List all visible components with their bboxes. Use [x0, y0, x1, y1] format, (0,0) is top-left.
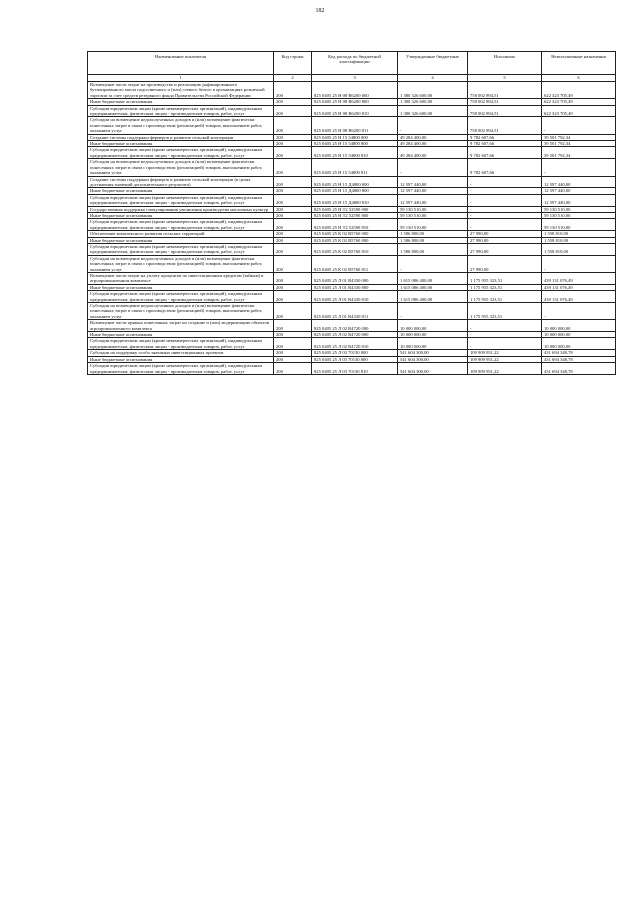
row-expense-code: 825 0405 25 Л 03 70130 000: [312, 350, 398, 356]
table-row: [88, 320, 616, 332]
row-executed: 758 002 894,51: [468, 117, 542, 134]
table-row: [88, 338, 616, 350]
table-header-row: [88, 52, 616, 75]
table-body: [88, 82, 616, 375]
row-name: Иные бюджетные ассигнования: [88, 332, 274, 338]
row-name: Субсидии юридическим лицам (кроме некоммерческих организаций), индивидуальным предпринимателям, физическим лицам - производителям товаров, работ, услуг: [88, 363, 274, 375]
row-approved: -: [398, 303, 468, 320]
row-executed: 1 175 955 323,51: [468, 273, 542, 285]
column-number: 1: [88, 75, 274, 82]
table-row: [88, 105, 616, 117]
row-executed: 1 175 955 323,51: [468, 303, 542, 320]
row-approved: 1 615 086 400,00: [398, 291, 468, 303]
row-line-code: 200: [274, 105, 312, 117]
row-name: Иные бюджетные ассигнования: [88, 356, 274, 362]
row-line-code: 200: [274, 284, 312, 290]
table-row: [88, 82, 616, 99]
row-line-code: 200: [274, 303, 312, 320]
row-executed: 27 990,00: [468, 231, 542, 237]
table-row: [88, 363, 616, 375]
row-executed: -: [468, 320, 542, 332]
row-remaining: 59 130 510,00: [542, 206, 616, 212]
row-executed: -: [468, 212, 542, 218]
row-expense-code: 825 0405 25 Л 01 R4330 811: [312, 303, 398, 320]
row-line-code: 200: [274, 332, 312, 338]
row-remaining: 1 558 810,00: [542, 231, 616, 237]
row-approved: 541 604 300,00: [398, 350, 468, 356]
column-number: 2: [274, 75, 312, 82]
row-expense-code: 825 0405 25 Н 15 54800 810: [312, 147, 398, 159]
column-number: 3: [312, 75, 398, 82]
row-line-code: 200: [274, 291, 312, 303]
row-remaining: 431 694 348,78: [542, 356, 616, 362]
row-approved: 541 604 300,00: [398, 363, 468, 375]
row-remaining: 59 130 510,00: [542, 219, 616, 231]
row-remaining: -: [542, 159, 616, 176]
row-approved: 12 597 440,00: [398, 188, 468, 194]
row-name: Создание системы поддержки фермеров и развитие сельской кооперации: [88, 134, 274, 140]
row-executed: 9 782 607,66: [468, 147, 542, 159]
row-approved: 1 615 086 400,00: [398, 284, 468, 290]
row-executed: -: [468, 188, 542, 194]
row-executed: 1 175 955 323,51: [468, 291, 542, 303]
row-expense-code: 825 0405 25 Н 15 54800 800: [312, 141, 398, 147]
row-remaining: 10 000 000,00: [542, 332, 616, 338]
row-expense-code: 825 0405 25 К 02 R5760 800: [312, 237, 398, 243]
header-executed: Исполнено: [468, 52, 542, 75]
row-remaining: 439 131 076,49: [542, 273, 616, 285]
row-name: Возмещение части затрат на уплату процентов по инвестиционным кредитам (займам) в агропромышленном комплексе: [88, 273, 274, 285]
row-expense-code: 825 0405 25 Л 02 R4720 000: [312, 320, 398, 332]
row-name: Субсидии на поддержку особо значимых инвестиционных проектов: [88, 350, 274, 356]
row-executed: -: [468, 206, 542, 212]
row-approved: 49 284 400,00: [398, 147, 468, 159]
row-remaining: -: [542, 117, 616, 134]
row-expense-code: 825 0405 25 Н 15 Д4800 000: [312, 176, 398, 188]
row-executed: 109 909 951,22: [468, 363, 542, 375]
row-remaining: 39 501 792,34: [542, 147, 616, 159]
row-approved: 12 597 440,00: [398, 194, 468, 206]
row-remaining: 59 130 510,00: [542, 212, 616, 218]
row-remaining: -: [542, 303, 616, 320]
row-expense-code: 825 0405 25 Л 03 70130 800: [312, 356, 398, 362]
row-remaining: 439 131 076,49: [542, 291, 616, 303]
row-expense-code: 825 0405 25 Н 08 R6200 000: [312, 82, 398, 99]
row-name: Субсидии на возмещение недополученных доходов и (или) возмещение фактически понесенных затрат в связи с производством (реализацией) товаров, выполнением работ, оказанием услуг: [88, 159, 274, 176]
table-row: [88, 291, 616, 303]
row-line-code: 200: [274, 99, 312, 105]
row-name: Субсидии юридическим лицам (кроме некоммерческих организаций), индивидуальным предпринимателям, физическим лицам - производителям товаров, работ, услуг: [88, 338, 274, 350]
row-name: Субсидии юридическим лицам (кроме некоммерческих организаций), индивидуальным предпринимателям, физическим лицам - производителям товаров, работ, услуг: [88, 219, 274, 231]
table-row: [88, 117, 616, 134]
budget-execution-table: [87, 51, 616, 375]
row-line-code: 200: [274, 82, 312, 99]
row-expense-code: 825 0405 25 Н 15 Д4800 810: [312, 194, 398, 206]
row-executed: -: [468, 338, 542, 350]
row-approved: 10 000 000,00: [398, 338, 468, 350]
row-name: Субсидии на возмещение недополученных доходов и (или) возмещение фактически понесенных затрат в связи с производством (реализацией) товаров, выполнением работ, оказанием услуг: [88, 117, 274, 134]
row-expense-code: 825 0405 25 Л 02 R4720 800: [312, 332, 398, 338]
row-executed: 27 990,00: [468, 255, 542, 272]
row-approved: 1 615 086 400,00: [398, 273, 468, 285]
row-line-code: 200: [274, 141, 312, 147]
header-expense-code: Код расхода по бюджетной классификации: [312, 52, 398, 75]
row-executed: 27 990,00: [468, 237, 542, 243]
row-expense-code: 825 0405 25 Н Т2 52590 800: [312, 212, 398, 218]
column-number: 4: [398, 75, 468, 82]
row-approved: 49 284 400,00: [398, 141, 468, 147]
row-approved: 1 380 326 600,00: [398, 105, 468, 117]
row-remaining: 39 501 792,34: [542, 141, 616, 147]
row-expense-code: 825 0405 25 Л 03 70130 810: [312, 363, 398, 375]
row-approved: 1 586 800,00: [398, 237, 468, 243]
row-line-code: 200: [274, 255, 312, 272]
row-remaining: 622 323 705,49: [542, 105, 616, 117]
table-row: [88, 255, 616, 272]
row-remaining: 10 000 000,00: [542, 338, 616, 350]
row-expense-code: 825 0405 25 К 02 R5760 000: [312, 231, 398, 237]
row-name: Иные бюджетные ассигнования: [88, 99, 274, 105]
row-expense-code: 825 0405 25 Н 08 R6200 811: [312, 117, 398, 134]
header-name: Наименование показателя: [88, 52, 274, 75]
row-approved: -: [398, 117, 468, 134]
row-expense-code: 825 0405 25 Л 01 R4330 000: [312, 273, 398, 285]
row-executed: -: [468, 219, 542, 231]
header-line-code: Код строки: [274, 52, 312, 75]
row-approved: 10 000 000,00: [398, 332, 468, 338]
row-name: Субсидии на возмещение недополученных доходов и (или) возмещение фактически понесенных затрат в связи с производством (реализацией) товаров, выполнением работ, оказанием услуг: [88, 303, 274, 320]
row-name: Государственная поддержка стимулирования увеличения производства масличных культур: [88, 206, 274, 212]
row-line-code: 200: [274, 117, 312, 134]
row-expense-code: 825 0405 25 Н 15 Д4800 800: [312, 188, 398, 194]
row-name: Обеспечение комплексного развития сельских территорий: [88, 231, 274, 237]
row-expense-code: 825 0405 25 Л 02 R4720 810: [312, 338, 398, 350]
row-executed: 1 175 955 323,51: [468, 284, 542, 290]
row-line-code: 200: [274, 159, 312, 176]
table-row: [88, 159, 616, 176]
row-line-code: 200: [274, 320, 312, 332]
row-approved: 1 586 800,00: [398, 231, 468, 237]
row-expense-code: 825 0405 25 Л 01 R4330 810: [312, 291, 398, 303]
column-number-row: [88, 75, 616, 82]
row-expense-code: 825 0405 25 Н 08 R6200 810: [312, 105, 398, 117]
row-remaining: 622 323 705,49: [542, 82, 616, 99]
header-remaining: Неисполненные назначения: [542, 52, 616, 75]
row-name: Иные бюджетные ассигнования: [88, 212, 274, 218]
table-row: [88, 194, 616, 206]
row-approved: 541 604 300,00: [398, 356, 468, 362]
row-executed: 758 002 894,51: [468, 82, 542, 99]
row-remaining: 1 558 810,00: [542, 243, 616, 255]
row-remaining: 439 131 076,49: [542, 284, 616, 290]
row-approved: -: [398, 255, 468, 272]
row-line-code: 200: [274, 243, 312, 255]
row-approved: 59 130 510,00: [398, 206, 468, 212]
row-name: Возмещение части затрат на производство и реализацию рафинированного бутилированного масла подсолнечного и (или) соевого белого в организациях розничной торговли за счет средств резервного фонда Правительства Российской Федерации: [88, 82, 274, 99]
table-row: [88, 243, 616, 255]
table-row: [88, 147, 616, 159]
row-name: Субсидии на возмещение недополученных доходов и (или) возмещение фактически понесенных затрат в связи с производством (реализацией) товаров, выполнением работ, оказанием услуг: [88, 255, 274, 272]
row-remaining: 431 694 348,78: [542, 363, 616, 375]
row-line-code: 200: [274, 212, 312, 218]
row-name: Создание системы поддержки фермеров и развитие сельской кооперации (в целях достижения значений дополнительного результата): [88, 176, 274, 188]
row-name: Субсидии юридическим лицам (кроме некоммерческих организаций), индивидуальным предпринимателям, физическим лицам - производителям товаров, работ, услуг: [88, 243, 274, 255]
row-line-code: 200: [274, 188, 312, 194]
row-line-code: 200: [274, 147, 312, 159]
row-approved: 1 586 800,00: [398, 243, 468, 255]
row-executed: 109 909 951,22: [468, 356, 542, 362]
row-remaining: 1 558 810,00: [542, 237, 616, 243]
row-executed: 9 782 607,66: [468, 141, 542, 147]
row-remaining: 622 323 705,49: [542, 99, 616, 105]
row-remaining: 12 597 440,00: [542, 188, 616, 194]
row-expense-code: 825 0405 25 К 02 R5760 811: [312, 255, 398, 272]
row-line-code: 200: [274, 134, 312, 140]
row-line-code: 200: [274, 194, 312, 206]
row-name: Иные бюджетные ассигнования: [88, 141, 274, 147]
row-remaining: 431 694 348,78: [542, 350, 616, 356]
row-executed: -: [468, 176, 542, 188]
table-row: [88, 273, 616, 285]
row-expense-code: 825 0405 25 Н Т2 52590 000: [312, 206, 398, 212]
row-line-code: 200: [274, 350, 312, 356]
row-approved: 10 000 000,00: [398, 320, 468, 332]
row-remaining: 12 597 440,00: [542, 176, 616, 188]
row-name: Субсидии юридическим лицам (кроме некоммерческих организаций), индивидуальным предпринимателям, физическим лицам - производителям товаров, работ, услуг: [88, 105, 274, 117]
row-line-code: 200: [274, 273, 312, 285]
row-line-code: 200: [274, 206, 312, 212]
row-name: Субсидии юридическим лицам (кроме некоммерческих организаций), индивидуальным предпринимателям, физическим лицам - производителям товаров, работ, услуг: [88, 147, 274, 159]
row-approved: -: [398, 159, 468, 176]
row-name: Возмещение части прямых понесенных затрат на создание и (или) модернизацию объектов агропромышленного комплекса: [88, 320, 274, 332]
row-executed: -: [468, 332, 542, 338]
row-approved: 1 380 326 600,00: [398, 82, 468, 99]
table-row: [88, 176, 616, 188]
column-number: 5: [468, 75, 542, 82]
row-remaining: 10 000 000,00: [542, 320, 616, 332]
row-approved: 49 284 400,00: [398, 134, 468, 140]
row-name: Субсидии юридическим лицам (кроме некоммерческих организаций), индивидуальным предпринимателям, физическим лицам - производителям товаров, работ, услуг: [88, 194, 274, 206]
row-approved: 59 130 510,00: [398, 219, 468, 231]
row-executed: 758 002 894,51: [468, 99, 542, 105]
row-approved: 59 130 510,00: [398, 212, 468, 218]
row-name: Иные бюджетные ассигнования: [88, 237, 274, 243]
table-row: [88, 219, 616, 231]
row-line-code: 200: [274, 219, 312, 231]
row-line-code: 200: [274, 176, 312, 188]
row-line-code: 200: [274, 356, 312, 362]
row-executed: -: [468, 194, 542, 206]
row-executed: 9 782 607,66: [468, 134, 542, 140]
row-name: Иные бюджетные ассигнования: [88, 284, 274, 290]
row-expense-code: 825 0405 25 Н 15 54800 811: [312, 159, 398, 176]
row-line-code: 200: [274, 237, 312, 243]
row-line-code: 200: [274, 338, 312, 350]
row-expense-code: 825 0405 25 Л 01 R4330 800: [312, 284, 398, 290]
row-executed: 758 002 894,51: [468, 105, 542, 117]
row-name: Иные бюджетные ассигнования: [88, 188, 274, 194]
row-executed: 109 909 951,22: [468, 350, 542, 356]
header-approved: Утвержденные бюджетные: [398, 52, 468, 75]
row-approved: 12 597 440,00: [398, 176, 468, 188]
row-remaining: 12 597 440,00: [542, 194, 616, 206]
row-remaining: 39 501 792,34: [542, 134, 616, 140]
row-executed: 9 782 607,66: [468, 159, 542, 176]
row-expense-code: 825 0405 25 К 02 R5760 810: [312, 243, 398, 255]
row-expense-code: 825 0405 25 Н 08 R6200 800: [312, 99, 398, 105]
table-row: [88, 303, 616, 320]
row-executed: 27 990,00: [468, 243, 542, 255]
row-remaining: -: [542, 255, 616, 272]
page-number: 182: [315, 8, 325, 14]
row-expense-code: 825 0405 25 Н Т2 52590 810: [312, 219, 398, 231]
row-line-code: 200: [274, 363, 312, 375]
row-expense-code: 825 0405 25 Н 15 54800 000: [312, 134, 398, 140]
row-line-code: 200: [274, 231, 312, 237]
column-number: 6: [542, 75, 616, 82]
row-name: Субсидии юридическим лицам (кроме некоммерческих организаций), индивидуальным предпринимателям, физическим лицам - производителям товаров, работ, услуг: [88, 291, 274, 303]
row-approved: 1 380 326 600,00: [398, 99, 468, 105]
